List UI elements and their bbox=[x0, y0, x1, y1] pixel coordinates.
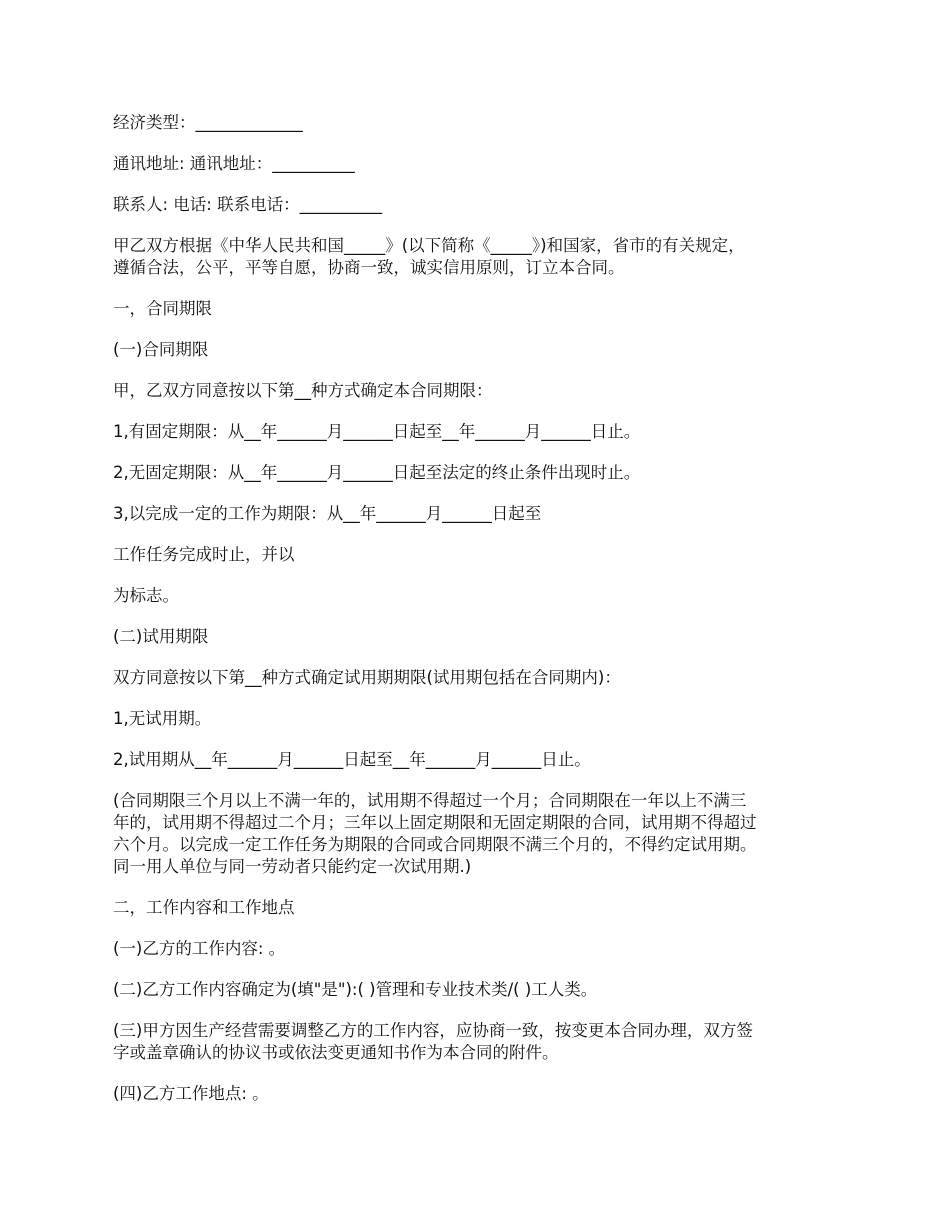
text-line: (一)合同期限 bbox=[113, 340, 209, 359]
text-line: (二)试用期限 bbox=[113, 627, 209, 646]
text-line: 双方同意按以下第__种方式确定试用期期限(试用期包括在合同期内)： bbox=[113, 668, 621, 687]
item-task-term bbox=[113, 503, 843, 525]
text-line: 六个月。以完成一定工作任务为期限的合同或合同期限不满三个月的，不得约定试用期。 bbox=[113, 835, 757, 854]
subsection-heading-probation bbox=[113, 626, 843, 648]
text-line: 一，合同期限 bbox=[113, 299, 212, 318]
item-work-category bbox=[113, 979, 843, 1001]
subsection-heading-contract-term bbox=[113, 339, 843, 361]
text-line: 工作任务完成时止，并以 bbox=[113, 545, 295, 564]
paragraph-task-completion bbox=[113, 544, 843, 566]
paragraph-preamble bbox=[113, 235, 843, 279]
text-line: 二，工作内容和工作地点 bbox=[113, 898, 295, 917]
text-line: 经济类型：_____________ bbox=[113, 113, 303, 132]
paragraph-as-marker bbox=[113, 585, 843, 607]
paragraph-economic-type bbox=[113, 112, 843, 134]
item-open-term bbox=[113, 462, 843, 484]
section-heading-work-content bbox=[113, 897, 843, 919]
paragraph-probation-method bbox=[113, 667, 843, 689]
text-line: 1,无试用期。 bbox=[113, 709, 212, 728]
text-line: 1,有固定期限：从__年______月______日起至__年______月______日止。 bbox=[113, 422, 641, 441]
contract-page bbox=[113, 112, 843, 1124]
text-line: 年的，试用期不得超过二个月；三年以上固定期限和无固定期限的合同，试用期不得超过 bbox=[113, 813, 757, 832]
paragraph-contact bbox=[113, 194, 843, 216]
item-work-content bbox=[113, 938, 843, 960]
text-line: 字或盖章确认的协议书或依法变更通知书作为本合同的附件。 bbox=[113, 1043, 559, 1062]
item-no-probation bbox=[113, 708, 843, 730]
text-line: 通讯地址: 通讯地址：__________ bbox=[113, 154, 355, 173]
text-line: (合同期限三个月以上不满一年的，试用期不得超过一个月；合同期限在一年以上不满三 bbox=[113, 791, 747, 810]
text-line: 2,无固定期限：从__年______月______日起至法定的终止条件出现时止。 bbox=[113, 463, 641, 482]
paragraph-term-method bbox=[113, 380, 843, 402]
text-line: 联系人: 电话: 联系电话：__________ bbox=[113, 195, 383, 214]
item-probation-period bbox=[113, 749, 843, 771]
text-line: (三)甲方因生产经营需要调整乙方的工作内容，应协商一致，按变更本合同办理，双方签 bbox=[113, 1021, 753, 1040]
item-work-location bbox=[113, 1083, 843, 1105]
text-line: 3,以完成一定的工作为期限：从__年______月______日起至 bbox=[113, 504, 542, 523]
item-fixed-term bbox=[113, 421, 843, 443]
text-line: 遵循合法，公平，平等自愿，协商一致，诚实信用原则，订立本合同。 bbox=[113, 258, 625, 277]
paragraph-mailing-address bbox=[113, 153, 843, 175]
section-heading-contract-term bbox=[113, 298, 843, 320]
text-line: 为标志。 bbox=[113, 586, 179, 605]
text-line: 同一用人单位与同一劳动者只能约定一次试用期.) bbox=[113, 857, 472, 876]
text-line: 甲乙双方根据《中华人民共和国_____》(以下简称《_____》)和国家，省市的有关规定， bbox=[113, 236, 745, 255]
text-line: (二)乙方工作内容确定为(填"是"):( )管理和专业技术类/( )工人类。 bbox=[113, 980, 598, 999]
text-line: 2,试用期从__年______月______日起至__年______月______日止。 bbox=[113, 750, 591, 769]
text-line: (四)乙方工作地点: 。 bbox=[113, 1084, 269, 1103]
text-line: 甲，乙双方同意按以下第__种方式确定本合同期限： bbox=[113, 381, 493, 400]
item-work-adjustment bbox=[113, 1020, 843, 1064]
paragraph-probation-rules bbox=[113, 790, 843, 878]
text-line: (一)乙方的工作内容: 。 bbox=[113, 939, 286, 958]
